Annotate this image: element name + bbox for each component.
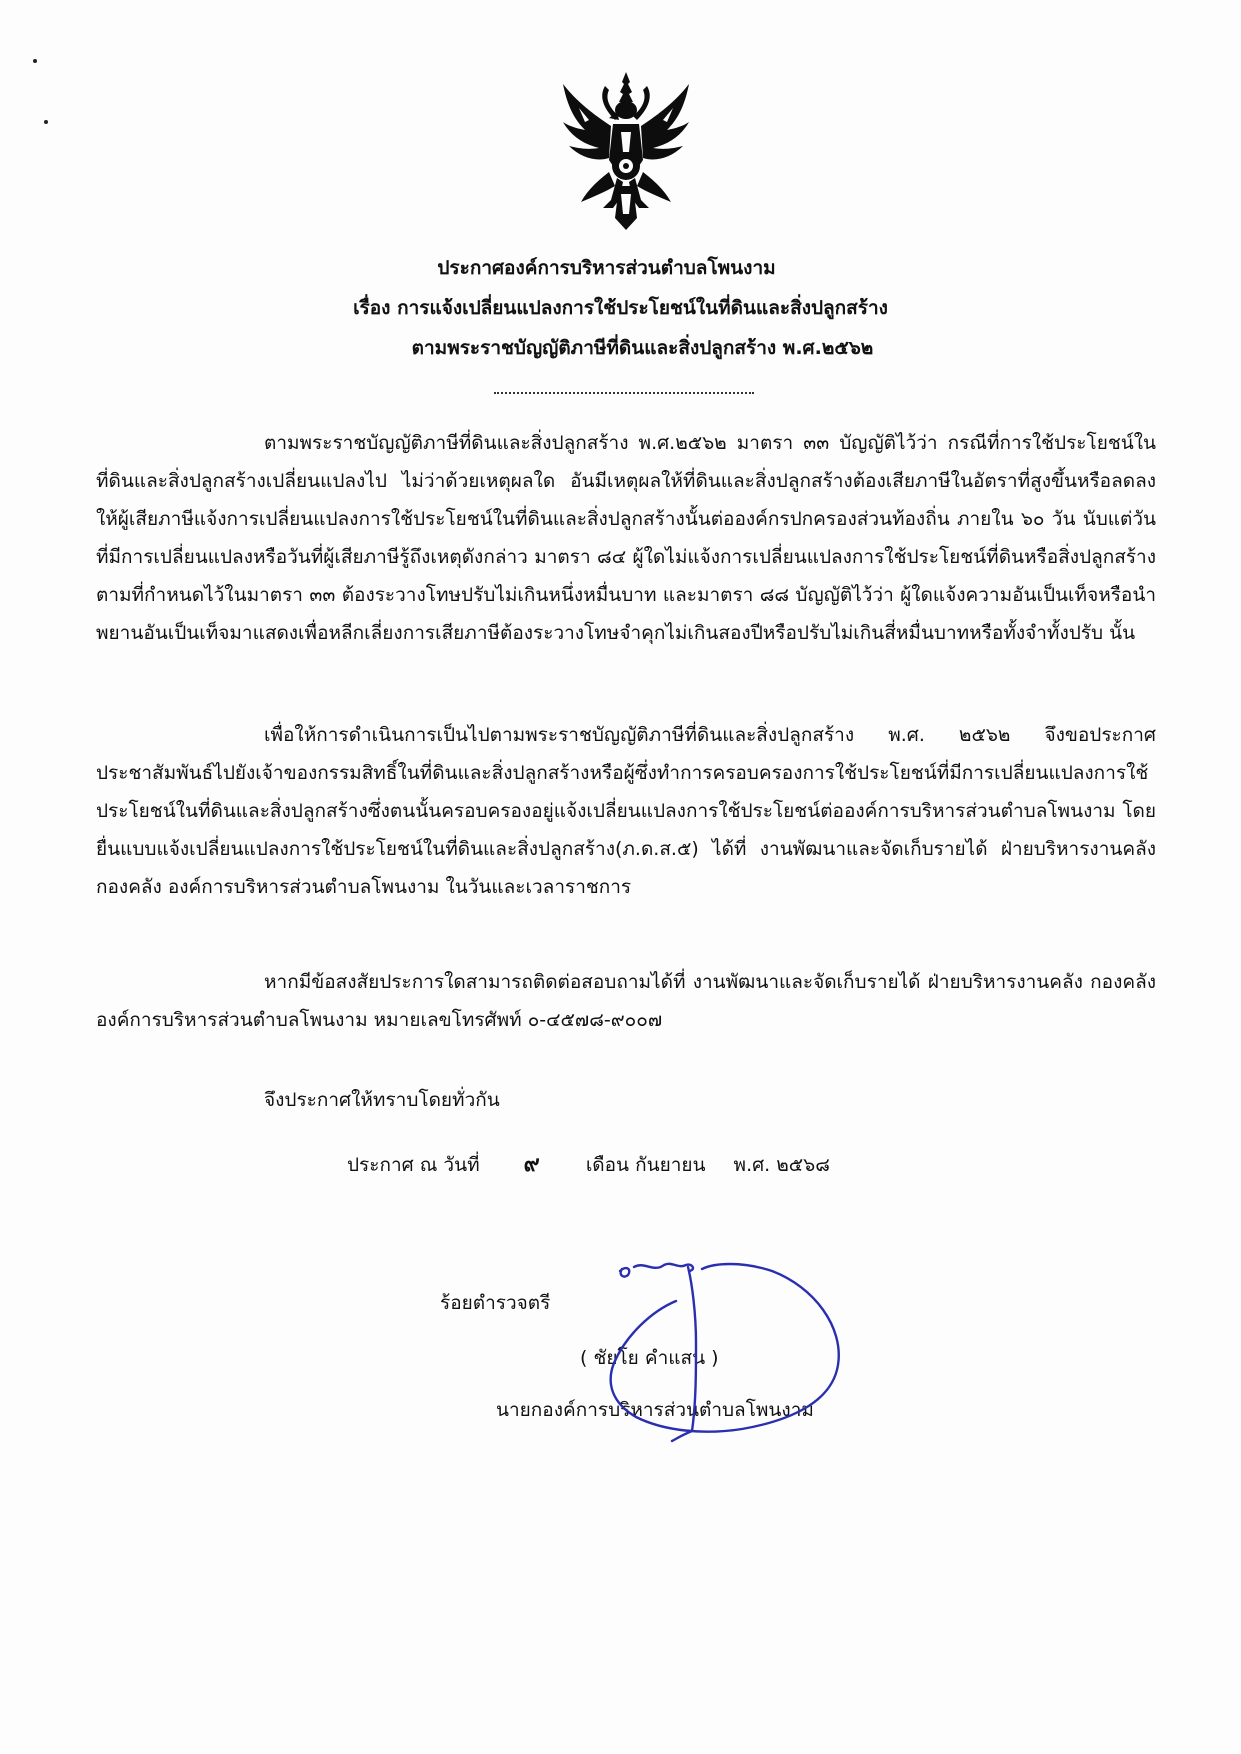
announcement-title: ประกาศองค์การบริหารส่วนตำบลโพนงาม: [437, 257, 776, 279]
body-paragraph-2: เพื่อให้การดำเนินการเป็นไปตามพระราชบัญญัติภาษีที่ดินและสิ่งปลูกสร้าง พ.ศ. ๒๕๖๒ จึงขอประกาศประชาสัมพันธ์ไปยังเจ้าของกรรมสิทธิ์ในที่ดินและสิ่งปลูกสร้างหรือผู้ซึ่งทำการครอบครองการใช้ประโยชน์ที่มีการเปลี่ยนแปลงการใช้ประโยชน์ในที่ดินและสิ่งปลูกสร้างซึ่งตนนั้นครอบครองอยู่แจ้งเปลี่ยนแปลงการใช้ประโยชน์ต่อองค์การบริหารส่วนตำบลโพนงาม โดยยื่นแบบแจ้งเปลี่ยนแปลงการใช้ประโยชน์ในที่ดินและสิ่งปลูกสร้าง(ภ.ด.ส.๕) ได้ที่ งานพัฒนาและจัดเก็บรายได้ ฝ่ายบริหารงานคลัง กองคลัง องค์การบริหารส่วนตำบลโพนงาม ในวันและเวลาราชการ: [96, 724, 1156, 898]
signer-position: นายกองค์การบริหารส่วนตำบลโพนงาม: [496, 1399, 814, 1421]
garuda-emblem-icon: [559, 68, 693, 233]
announcement-reference: ตามพระราชบัญญัติภาษีที่ดินและสิ่งปลูกสร้าง พ.ศ.๒๕๖๒: [411, 337, 874, 359]
signer-rank: ร้อยตำรวจตรี: [440, 1292, 551, 1314]
handwritten-signature: [592, 1253, 892, 1443]
scan-speck: [33, 59, 37, 63]
date-month: เดือน กันยายน: [585, 1154, 706, 1176]
date-prefix: ประกาศ ณ วันที่: [347, 1154, 480, 1176]
announcement-subject: เรื่อง การแจ้งเปลี่ยนแปลงการใช้ประโยชน์ในที่ดินและสิ่งปลูกสร้าง: [353, 297, 888, 319]
body-paragraph-3: หากมีข้อสงสัยประการใดสามารถติดต่อสอบถามได้ที่ งานพัฒนาและจัดเก็บรายได้ ฝ่ายบริหารงานคลัง กองคลัง องค์การบริหารส่วนตำบลโพนงาม หมายเลขโทรศัพท์ ๐-๔๕๗๘-๙๐๐๗: [96, 971, 1156, 1031]
body-paragraph-1: ตามพระราชบัญญัติภาษีที่ดินและสิ่งปลูกสร้าง พ.ศ.๒๕๖๒ มาตรา ๓๓ บัญญัติไว้ว่า กรณีที่การใช้ประโยชน์ในที่ดินและสิ่งปลูกสร้างเปลี่ยนแปลงไป ไม่ว่าด้วยเหตุผลใด อันมีเหตุผลให้ที่ดินและสิ่งปลูกสร้างต้องเสียภาษีในอัตราที่สูงขึ้นหรือลดลง ให้ผู้เสียภาษีแจ้งการเปลี่ยนแปลงการใช้ประโยชน์ในที่ดินและสิ่งปลูกสร้างนั้นต่อองค์กรปกครองส่วนท้องถิ่น ภายใน ๖๐ วัน นับแต่วันที่มีการเปลี่ยนแปลงหรือวันที่ผู้เสียภาษีรู้ถึงเหตุดังกล่าว มาตรา ๘๔ ผู้ใดไม่แจ้งการเปลี่ยนแปลงการใช้ประโยชน์ที่ดินหรือสิ่งปลูกสร้างตามที่กำหนดไว้ในมาตรา ๓๓ ต้องระวางโทษปรับไม่เกินหนึ่งหมื่นบาท และมาตรา ๘๘ บัญญัติไว้ว่า ผู้ใดแจ้งความอันเป็นเท็จหรือนำพยานอันเป็นเท็จมาแสดงเพื่อหลีกเลี่ยงการเสียภาษีต้องระวางโทษจำคุกไม่เกินสองปีหรือปรับไม่เกินสี่หมื่นบาทหรือทั้งจำทั้งปรับ นั้น: [96, 432, 1156, 644]
date-day: ๙: [523, 1152, 540, 1177]
scan-speck: [44, 120, 48, 124]
dotted-divider: [494, 392, 754, 394]
announcement-date: [347, 1152, 830, 1178]
signer-name: ( ชัยโย คำแสน ): [580, 1347, 719, 1369]
date-year: พ.ศ. ๒๕๖๘: [733, 1154, 830, 1176]
closing-statement: จึงประกาศให้ทราบโดยทั่วกัน: [264, 1089, 500, 1111]
